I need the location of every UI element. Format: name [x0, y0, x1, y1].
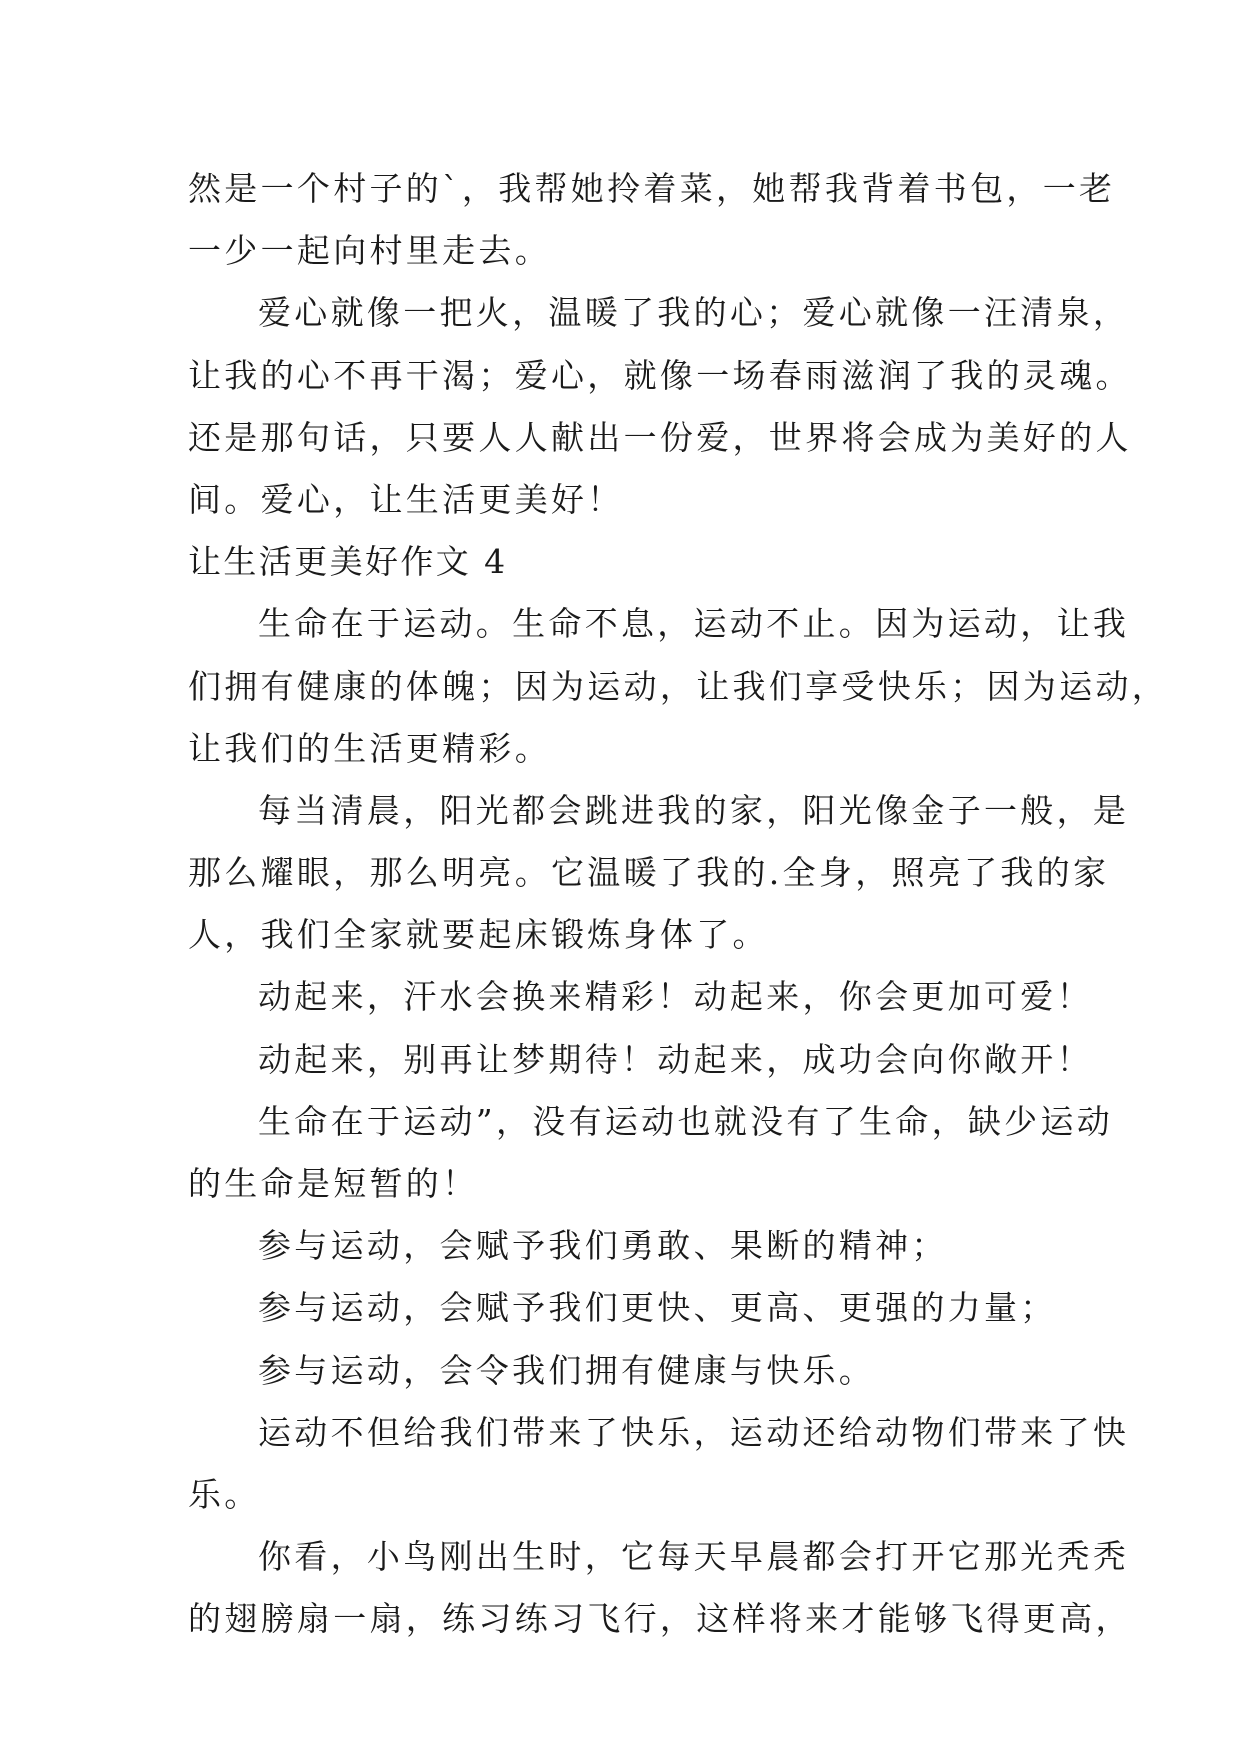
paragraph-start-line: 爱心就像一把火，温暖了我的心；爱心就像一汪清泉，: [258, 293, 1130, 333]
text-line: 的翅膀扇一扇，练习练习飞行，这样将来才能够飞得更高，: [188, 1599, 1132, 1639]
paragraph-start-line: 参与运动，会令我们拥有健康与快乐。: [258, 1350, 876, 1390]
paragraph-start-line: 动起来，别再让梦期待！动起来，成功会向你敞开！: [258, 1039, 1093, 1079]
section-heading: 让生活更美好作文 4: [188, 542, 508, 582]
paragraph-start-line: 每当清晨，阳光都会跳进我的家，阳光像金子一般，是: [258, 790, 1130, 830]
text-line: 乐。: [188, 1474, 261, 1514]
paragraph-start-line: 动起来，汗水会换来精彩！动起来，你会更加可爱！: [258, 977, 1093, 1017]
paragraph-start-line: 生命在于运动。生命不息，运动不止。因为运动，让我: [258, 604, 1130, 644]
text-line: 间。爱心，让生活更美好！: [188, 479, 624, 519]
paragraph-start-line: 运动不但给我们带来了快乐，运动还给动物们带来了快: [258, 1412, 1130, 1452]
text-line: 然是一个村子的`，我帮她拎着菜，她帮我背着书包，一老: [188, 169, 1116, 208]
text-line: 那么耀眼，那么明亮。它温暖了我的.全身，照亮了我的家: [188, 853, 1110, 893]
text-line: 还是那句话，只要人人献出一份爱，世界将会成为美好的人: [188, 417, 1132, 457]
paragraph-start-line: 生命在于运动”，没有运动也就没有了生命，缺少运动: [258, 1101, 1114, 1141]
text-line: 让我们的生活更精彩。: [188, 728, 551, 768]
text-line: 们拥有健康的体魄；因为运动，让我们享受快乐；因为运动，: [188, 666, 1169, 706]
paragraph-start-line: 参与运动，会赋予我们勇敢、果断的精神；: [258, 1226, 948, 1266]
text-line: 让我的心不再干渴；爱心，就像一场春雨滋润了我的灵魂。: [188, 355, 1132, 395]
paragraph-start-line: 参与运动，会赋予我们更快、更高、更强的力量；: [258, 1288, 1057, 1328]
text-line: 的生命是短暂的！: [188, 1164, 479, 1203]
document-body: [188, 158, 1169, 1651]
text-line: 一少一起向村里走去。: [188, 231, 551, 271]
paragraph-start-line: 你看，小鸟刚出生时，它每天早晨都会打开它那光秃秃: [258, 1537, 1130, 1577]
text-line: 人，我们全家就要起床锻炼身体了。: [188, 915, 769, 955]
